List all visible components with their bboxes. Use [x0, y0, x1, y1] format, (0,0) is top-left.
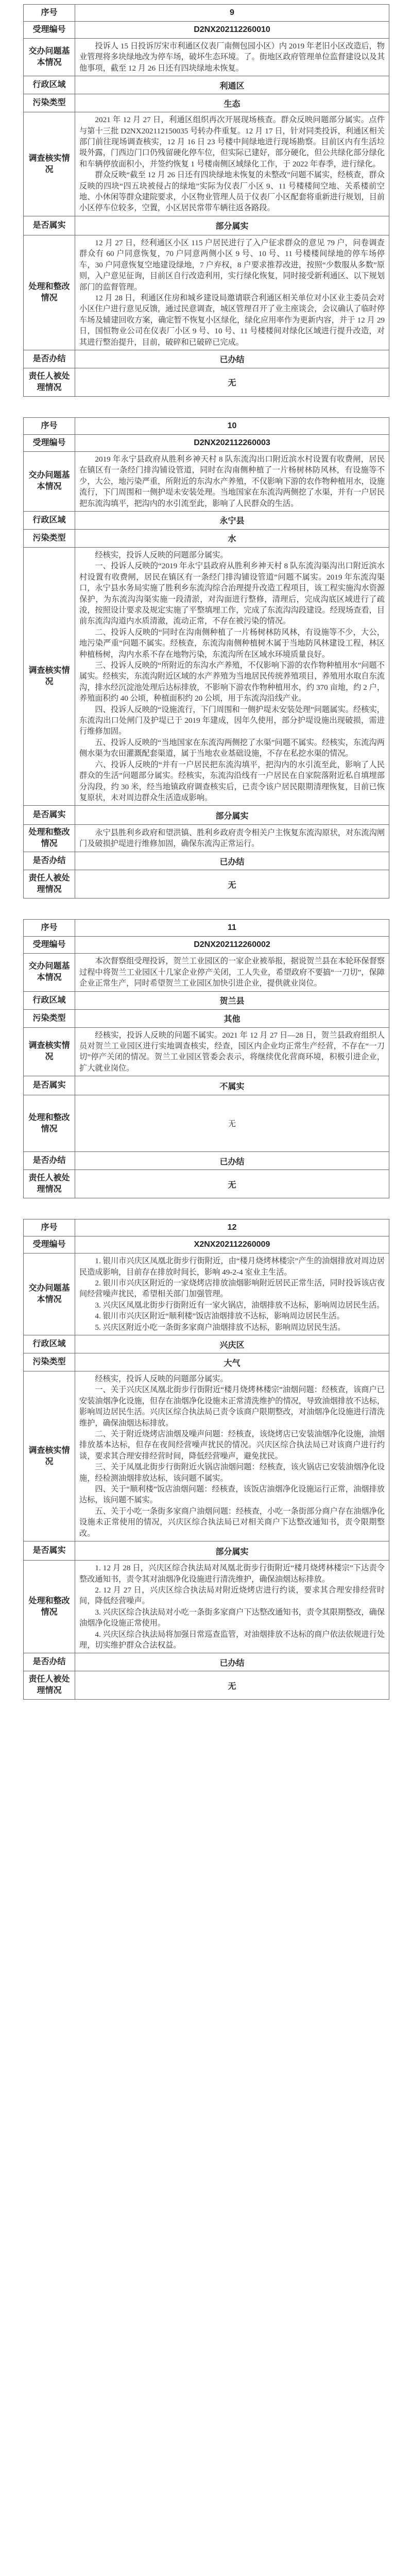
basic-row: [24, 451, 389, 511]
paragraph: 2. 银川市兴庆区附近的一家烧烤店排放油烟影响附近居民正常生活，同时投诉该店夜间经营噪声扰民，希望相关部门加强管理。: [79, 1278, 385, 1299]
paragraph: 五、投诉人反映的“当地国家在东流沟两侧挖了水渠”问题不属实。经核实，东流沟两侧水渠为农田灌溉配套渠道，属于当地农业基础设施，不存在私挖水渠的情况。: [79, 738, 385, 758]
seq-row: [24, 417, 389, 434]
district-value: 永宁县: [75, 511, 389, 529]
verify-text: [75, 547, 389, 805]
paragraph: 四、投诉人反映的“设施流行，下门周围和一侧护堤未安装处理”问题属实。经核实，东流沟出口处闸门及护堤已于 2019 年建成，因年久使用，部分护堤设施出现破损，需进行维修加固。: [79, 705, 385, 736]
id-label: 受理编号: [24, 937, 75, 954]
person-row: [24, 368, 389, 396]
paragraph: 3. 兴庆区凤凰北街步行街附近有一家火锅店，油烟排放不达标，影响周边居民生活。: [95, 1300, 385, 1310]
closed-value: 已办结: [75, 1653, 389, 1671]
spacer: [0, 1198, 412, 1219]
paragraph: 4. 银川市兴庆区附近“顺利楼”饭店油烟排放不达标，影响周边居民生活。: [95, 1312, 345, 1321]
paragraph: 一、关于兴庆区凤凰北街步行街附近“楼月烧烤林楼宗”油烟问题：经核查，该商户已安装油烟净化设施，但存在油烟净化设施未正常清洗维护的情况，导致油烟排放不达标，影响周边居民生活。兴庆区综合执法局已责令该商户限期整改，对油烟净化设施进行清洗维护，确保油烟达标排放。: [79, 1385, 385, 1428]
type-row: [24, 529, 389, 547]
paragraph: 六、投诉人反映的“并有一户居民把东流沟填平，把沟内的水引流至此，影响了人民群众的生活”问题部分属实。经核实，东流沟沿线有一户居民在自家院落附近私自填埋部分沟段，约 30 米，经当地镇政府调查核实后，已责令该户居民限期清理恢复，目前已恢复原状，未对周边群众生活造成影响。: [79, 760, 385, 802]
verify-text: [75, 1371, 389, 1541]
person-value: 无: [75, 1170, 389, 1198]
id-label: 受理编号: [24, 1236, 75, 1253]
id-label: 受理编号: [24, 22, 75, 39]
basic-label: 交办问题基本情况: [24, 451, 75, 511]
district-row: [24, 76, 389, 94]
record-table-11: [23, 919, 389, 1198]
seq-label: 序号: [24, 1219, 75, 1236]
handling-label: 处理和整改情况: [24, 235, 75, 350]
closed-row: [24, 852, 389, 870]
paragraph: 本次督察组受理投诉，贺兰工业园区的一家企业被举报，据说贺兰县在本轮环保督察过程中将贺兰工业园区十几家企业停产关闭，工人失业，希望政府不要搞“一刀切”，保障企业正常生产，同时希望贺兰工业园区加快引进企业，提供就业岗位。: [79, 957, 385, 988]
paragraph: 永宁县胜利乡政府和望洪镇、胜利乡政府责令相关户主恢复东流沟原状，对东流沟闸门及破损护堤进行维修加固，确保东流沟正常运行。: [79, 828, 385, 849]
handling-text: [75, 825, 389, 852]
person-label: 责任人被处理情况: [24, 1170, 75, 1198]
type-row: [24, 1353, 389, 1371]
closed-label: 是否办结: [24, 1653, 75, 1671]
district-label: 行政区域: [24, 511, 75, 529]
paragraph: 三、关于凤凰北街步行街附近火锅店油烟问题：经核查，该火锅店已安装油烟净化设施，经检测油烟排放达标，该问题不属实。: [79, 1463, 385, 1483]
verify-text: [75, 112, 389, 216]
paragraph: 经核实，投诉人反映的问题不属实。2021 年 12 月 27 日—28 日，贺兰县政府组织人员对贺兰工业园区进行实地调查核实，经查，园区内企业均正常生产经营，不存在“一刀切”停产关闭的情况。贺兰工业园区管委会表示，将继续优化营商环境，积极引进企业，扩大就业岗位。: [79, 1030, 385, 1073]
paragraph: 五、关于小吃一条街多家商户油烟问题：经核查，小吃一条街部分商户存在油烟净化设施未正常使用的情况，兴庆区综合执法局已对相关商户下达整改通知书，责令限期整改。: [79, 1506, 385, 1538]
district-value: 贺兰县: [75, 991, 389, 1009]
id-value: D2NX202112260010: [75, 22, 389, 39]
type-label: 污染类型: [24, 94, 75, 112]
type-value: 水: [75, 529, 389, 547]
basic-label: 交办问题基本情况: [24, 1253, 75, 1335]
handling-value: 无: [75, 1095, 389, 1152]
seq-value: 9: [75, 5, 389, 22]
paragraph: 1. 银川市兴庆区凤凰北街步行街附近，由“楼月烧烤林楼宗”产生的油烟排放对周边居民造成影响，目前存在排放时间长，影响 49-2-4 室业主生活。: [79, 1257, 385, 1277]
id-row: [24, 434, 389, 451]
closed-row: [24, 1653, 389, 1671]
paragraph: 投诉人 15 日投诉厉宋市利通区仪表厂南侧包园小区）内 2019 年老旧小区改造后，物业管理将多块绿地改为停车场，破坏生态环境。了。街地区政府管理单位监督建设以及其他事项，截至 12 月 26 日还有四块绿地未恢复。: [79, 42, 385, 73]
is-true-value: 部分属实: [75, 1541, 389, 1561]
district-label: 行政区域: [24, 1335, 75, 1353]
closed-row: [24, 1152, 389, 1170]
is-true-row: [24, 806, 389, 825]
district-label: 行政区域: [24, 76, 75, 94]
id-label: 受理编号: [24, 434, 75, 451]
person-label: 责任人被处理情况: [24, 870, 75, 899]
basic-text: [75, 451, 389, 511]
basic-row: [24, 1253, 389, 1335]
paragraph: 2019 年永宁县政府从胜利乡神天村 8 队东流沟出口附近滨水村设置有收费闸，居民在镇区有一条经门排沟铺设管道，同时在沟南侧种植了一片杨树林防风林，有设施等不少，大公，地污染严重，所附近的东沟水产养殖，不仅影响下游的农作物种植用水，设施流行，下门周围和一侧护堤未安装处理。当地国家在东流沟两侧挖了水渠，并有一户居民把东流沟填平，把沟内的水引流至此，影响了人民群众的生活。: [79, 454, 385, 508]
type-value: 大气: [75, 1353, 389, 1371]
closed-label: 是否办结: [24, 350, 75, 368]
verify-row: [24, 1027, 389, 1076]
type-label: 污染类型: [24, 1009, 75, 1027]
basic-text: [75, 39, 389, 76]
person-value: 无: [75, 870, 389, 899]
seq-label: 序号: [24, 417, 75, 434]
closed-row: [24, 350, 389, 368]
type-value: 生态: [75, 94, 389, 112]
paragraph: 经核实，投诉人反映的问题部分属实。: [95, 550, 228, 560]
id-row: [24, 22, 389, 39]
closed-value: 已办结: [75, 350, 389, 368]
record-table-9: [23, 4, 389, 397]
district-row: [24, 511, 389, 529]
verify-text: [75, 1027, 389, 1076]
handling-text: [75, 235, 389, 350]
basic-label: 交办问题基本情况: [24, 39, 75, 76]
id-value: X2NX202112260009: [75, 1236, 389, 1253]
verify-label: 调查核实情况: [24, 112, 75, 216]
handling-label: 处理和整改情况: [24, 825, 75, 852]
district-row: [24, 991, 389, 1009]
record-table-10: [23, 417, 389, 899]
district-row: [24, 1335, 389, 1353]
is-true-label: 是否属实: [24, 216, 75, 235]
verify-row: [24, 547, 389, 805]
verify-label: 调查核实情况: [24, 1027, 75, 1076]
person-label: 责任人被处理情况: [24, 368, 75, 396]
paragraph: 4. 兴庆区综合执法局将加强日常巡查监管，对油烟排放不达标的商户依法依规进行处理，切实维护群众合法权益。: [79, 1630, 385, 1650]
is-true-row: [24, 216, 389, 235]
paragraph: 5. 兴庆区附近小吃一条街多家商户油烟排放不达标，影响周边居民生活。: [95, 1323, 346, 1332]
id-value: D2NX202112260003: [75, 434, 389, 451]
seq-value: 10: [75, 417, 389, 434]
closed-value: 已办结: [75, 852, 389, 870]
handling-row: [24, 1561, 389, 1653]
seq-label: 序号: [24, 920, 75, 937]
type-label: 污染类型: [24, 529, 75, 547]
is-true-label: 是否属实: [24, 806, 75, 825]
verify-row: [24, 1371, 389, 1541]
verify-row: [24, 112, 389, 216]
paragraph: 1. 12 月 28 日，兴庆区综合执法局对凤凰北街步行街附近“楼月烧烤林楼宗”下达责令整改通知书，责令其对油烟净化设施进行清洗维护，确保油烟达标排放。: [79, 1564, 385, 1584]
handling-row: [24, 825, 389, 852]
district-label: 行政区域: [24, 991, 75, 1009]
paragraph: 二、投诉人反映的“同时在沟南侧种植了一片杨树林防风林，有设施等不少，大公，地污染严重”问题不属实。经核查，东流沟南侧种植树木属于当地防风林建设工程，林区种植杨树，沟内水系不存在地物污染，东流沟所在区域水环境质量良好。: [79, 628, 385, 659]
is-true-label: 是否属实: [24, 1076, 75, 1095]
person-label: 责任人被处理情况: [24, 1671, 75, 1700]
paragraph: 12 月 27 日，经利通区小区 115 户居民进行了入户征求群众的意见 79 户，问卷调查群众有 60 户同意恢复，70 户同意两侧小区 9 号、10 号、11 号楼楼间绿地的停车场停车，30 户同意恢复空地建设绿地，7 户弃权，8 户要求推荐改进，按照“少数服从多数”原则，入户意见征询，目前区自行改造利用，实行绿化恢复，同时接受新利通区、以下规划部门的监督管理。: [79, 238, 385, 292]
paragraph: 四、关于“顺利楼”饭店油烟问题：经核查，该饭店油烟净化设施运行正常，油烟排放达标，该问题不属实。: [79, 1485, 385, 1505]
handling-row: [24, 1095, 389, 1152]
paragraph: 二、关于附近烧烤店油烟及噪声问题：经核查，该烧烤店已安装油烟净化设施，油烟排放基本达标，但存在夜间经营噪声扰民的情况。兴庆区综合执法局已对该商户进行约谈，要求其合理安排经营时间，降低经营噪声，避免扰民。: [79, 1430, 385, 1461]
person-row: [24, 1170, 389, 1198]
district-value: 利通区: [75, 76, 389, 94]
is-true-value: 部分属实: [75, 216, 389, 235]
basic-label: 交办问题基本情况: [24, 954, 75, 991]
paragraph: 一、投诉人反映的“2019 年永宁县政府从胜利乡神天村 8 队东流沟渠沟出口附近滨水村设置有收费闸，居民在镇区有一条经门排沟铺设管道”问题不属实。2019 年东流沟渠口，永宁县水务局实施了胜利乡东流沟综合治理提升改造工程项目，该工程实施沟水资源保护，为东流沟沟渠实施一段清淤，对沟面进行整修，清理后，完成沟底区域进行了疏浚，按照设计要求及规定实施了平整填埋工作，完成了东流沟沟段建设。经现场查看，目前东流沟沟道内水质清澈，流动正常，不存在被污染的情况。: [79, 562, 385, 626]
paragraph: 12 月 28 日，利通区住房和城乡建设局邀请联合利通区相关单位对小区业主委员会对小区住户进行意见反馈，通过民意调查，城区管理召开了业主座谈会，会议确认了临时停车场及辅建回收方案，确定暂不恢复小区绿化，绿化应用率作为更新内容，并于 12 月 29 日，国恒物业公司在仪表厂小区 9 号、10 号、11 号楼楼间对绿化区域进行提升改造，对其进行整治提升，目前，破碎和已破碎已完成。: [79, 293, 385, 347]
closed-label: 是否办结: [24, 852, 75, 870]
type-row: [24, 94, 389, 112]
id-row: [24, 1236, 389, 1253]
seq-row: [24, 920, 389, 937]
paragraph: 群众反映“截至 12 月 26 日还有四块绿地未恢复的未整改”问题不属实，经核查，群众反映的四块“四五块被侵占的绿地”实际为仪表厂小区 9、11 号楼楼间空地、关系楼前空地、小休闲等群众建院要求，小区物业管理人员于仪表厂小区配套将重新进行规划，目前小区停车位较多，空置，小区居民常带车辆往返各路段。: [79, 171, 385, 213]
basic-row: [24, 954, 389, 991]
handling-label: 处理和整改情况: [24, 1095, 75, 1152]
type-value: 其他: [75, 1009, 389, 1027]
is-true-label: 是否属实: [24, 1541, 75, 1561]
person-row: [24, 870, 389, 899]
basic-row: [24, 39, 389, 76]
paragraph: 2. 12 月 27 日，兴庆区综合执法局对附近烧烤店进行约谈，要求其合理安排经营时间，降低经营噪声。: [79, 1585, 385, 1606]
verify-label: 调查核实情况: [24, 1371, 75, 1541]
id-row: [24, 937, 389, 954]
basic-text: [75, 1253, 389, 1335]
verify-label: 调查核实情况: [24, 547, 75, 805]
seq-label: 序号: [24, 5, 75, 22]
id-value: D2NX202112260002: [75, 937, 389, 954]
record-table-12: [23, 1219, 389, 1700]
handling-row: [24, 235, 389, 350]
person-row: [24, 1671, 389, 1700]
is-true-value: 不属实: [75, 1076, 389, 1095]
closed-value: 已办结: [75, 1152, 389, 1170]
paragraph: 2021 年 12 月 27 日，利通区组织再次开展现场核查。群众反映问题部分属实。点件与第十三批 D2NX202112150035 号转办件重复。12 月 17 日，针对同类投诉，利通区相关部门前往现场调查核实，12 月 16 日 23 号楼中间绿地进行现场勘察。目前区内有生活垃圾外露，门西边门口仍残留硬化停车位，但实际已建好，部分硬化，但公共绿化部分绿化和车辆停放面积小，并签约恢复 1 号楼南侧区域绿化工作，于 2022 年春季，进行绿化。: [79, 115, 385, 168]
basic-text: [75, 954, 389, 991]
spacer: [0, 397, 412, 417]
person-value: 无: [75, 368, 389, 396]
seq-value: 11: [75, 920, 389, 937]
paragraph: 3. 兴庆区综合执法局对小吃一条街多家商户下达整改通知书，责令其限期整改，确保油烟净化设施正常使用。: [79, 1607, 385, 1628]
is-true-row: [24, 1541, 389, 1561]
is-true-row: [24, 1076, 389, 1095]
spacer: [0, 899, 412, 919]
paragraph: 三、投诉人反映的“所附近的东沟水产养殖，不仅影响下游的农作物种植用水”问题不属实。经核实，东流沟附近区域的水产养殖为当地居民传统养殖项目，养殖用水取自东流沟，排水经沉淀池处理后达标排放，不影响下游农作物种植用水，约 370 亩地，约 2 户，养殖面积约 40 公顷，种植面积约 20 公顷，用于东流沟沿线产业。: [79, 661, 385, 703]
handling-label: 处理和整改情况: [24, 1561, 75, 1653]
type-label: 污染类型: [24, 1353, 75, 1371]
type-row: [24, 1009, 389, 1027]
paragraph: 经核实，投诉人反映的问题部分属实。: [95, 1375, 228, 1383]
handling-text: [75, 1561, 389, 1653]
district-value: 兴庆区: [75, 1335, 389, 1353]
seq-value: 12: [75, 1219, 389, 1236]
is-true-value: 部分属实: [75, 806, 389, 825]
closed-label: 是否办结: [24, 1152, 75, 1170]
seq-row: [24, 1219, 389, 1236]
person-value: 无: [75, 1671, 389, 1700]
seq-row: [24, 5, 389, 22]
